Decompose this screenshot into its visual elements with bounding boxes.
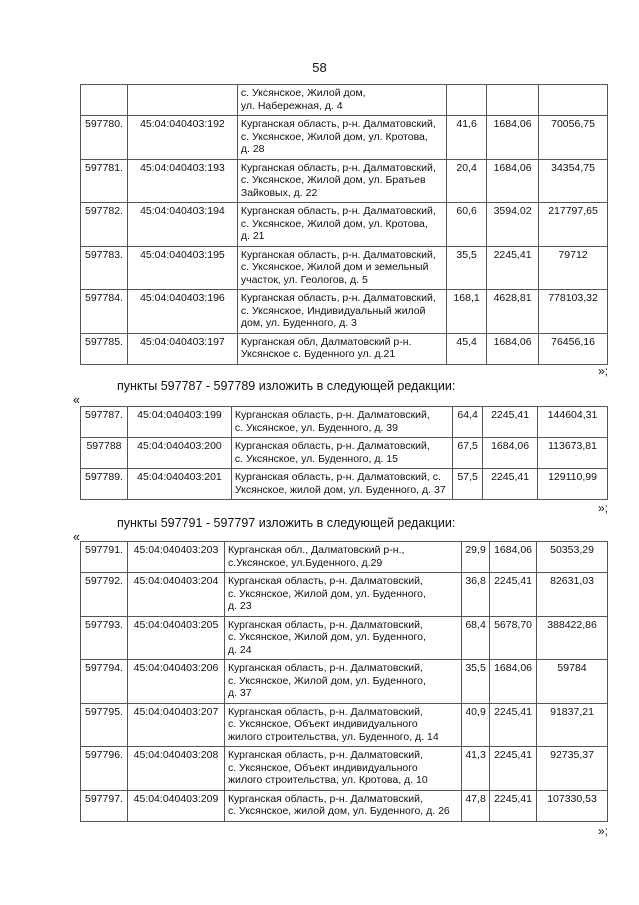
table-row — [81, 616, 608, 660]
table-row — [81, 542, 608, 573]
cadastral-number-cell: 45:04:040403:195 — [127, 246, 237, 290]
cadastral-number-cell: 45:04:040403:209 — [127, 790, 224, 821]
row-number-cell: 597794. — [81, 660, 128, 704]
address-cell: Курганская область, р-н. Далматовский, с. Уксянское, Жилой дом, ул. Братьев Зайковых, д. 22 — [237, 159, 446, 203]
unit-price-cell: 1684,06 — [487, 333, 539, 364]
cadastral-value-cell: 59784 — [537, 660, 608, 704]
cadastral-value-cell: 92735,37 — [537, 747, 608, 791]
unit-price-cell: 2245,41 — [483, 469, 538, 500]
cadastral-value-cell: 778103,32 — [539, 290, 608, 334]
address-cell: Курганская область, р-н. Далматовский, с. Уксянское, ул. Буденного, д. 39 — [231, 407, 452, 438]
row-number-cell — [81, 85, 128, 116]
unit-price-cell — [487, 85, 539, 116]
unit-price-cell: 4628,81 — [487, 290, 539, 334]
unit-price-cell: 1684,06 — [487, 159, 539, 203]
area-cell: 20,4 — [447, 159, 487, 203]
row-number-cell: 597788 — [81, 438, 128, 469]
cadastral-number-cell — [127, 85, 237, 116]
table-row — [81, 703, 608, 747]
cadastral-number-cell: 45:04:040403:204 — [127, 573, 224, 617]
row-number-cell: 597780. — [81, 116, 128, 160]
area-cell: 40,9 — [462, 703, 490, 747]
area-cell: 47,8 — [462, 790, 490, 821]
cadastral-number-cell: 45:04:040403:208 — [127, 747, 224, 791]
cadastral-number-cell: 45:04:040403:197 — [127, 333, 237, 364]
unit-price-cell: 2245,41 — [490, 573, 537, 617]
area-cell: 29,9 — [462, 542, 490, 573]
closing-quote-3: »; — [597, 824, 608, 838]
closing-quote-2: »; — [597, 501, 608, 515]
area-cell: 41,6 — [447, 116, 487, 160]
cadastral-number-cell: 45:04:040403:199 — [127, 407, 231, 438]
section-intro-597791: пункты 597791 - 597797 изложить в следующей редакции: — [117, 516, 456, 530]
area-cell: 35,5 — [462, 660, 490, 704]
unit-price-cell: 1684,06 — [490, 542, 537, 573]
table-row — [81, 660, 608, 704]
unit-price-cell: 1684,06 — [487, 116, 539, 160]
cadastral-value-cell — [539, 85, 608, 116]
cadastral-number-cell: 45:04:040403:196 — [127, 290, 237, 334]
cadastral-value-cell: 70056,75 — [539, 116, 608, 160]
table-row — [81, 159, 608, 203]
address-cell: Курганская область, р-н. Далматовский, с. Уксянское, ул. Буденного, д. 15 — [231, 438, 452, 469]
cadastral-value-cell: 34354,75 — [539, 159, 608, 203]
page-number: 58 — [312, 60, 327, 75]
table-row — [81, 790, 608, 821]
cadastral-value-cell: 79712 — [539, 246, 608, 290]
cadastral-number-cell: 45:04:040403:205 — [127, 616, 224, 660]
row-number-cell: 597783. — [81, 246, 128, 290]
row-number-cell: 597784. — [81, 290, 128, 334]
table-row — [81, 246, 608, 290]
unit-price-cell: 2245,41 — [490, 703, 537, 747]
cadastral-value-cell: 217797,65 — [539, 203, 608, 247]
table-row — [81, 407, 608, 438]
table-row — [81, 747, 608, 791]
section-intro-597787: пункты 597787 - 597789 изложить в следующей редакции: — [117, 379, 456, 393]
table-row — [81, 85, 608, 116]
table-row — [81, 438, 608, 469]
unit-price-cell: 3594,02 — [487, 203, 539, 247]
unit-price-cell: 2245,41 — [483, 407, 538, 438]
address-cell: Курганская область, р-н. Далматовский, с. Уксянское, Жилой дом, ул. Буденного, д. 24 — [224, 616, 461, 660]
cadastral-value-cell: 50353,29 — [537, 542, 608, 573]
area-cell: 60,6 — [447, 203, 487, 247]
table-row — [81, 469, 608, 500]
address-cell: Курганская область, р-н. Далматовский, с. Уксянское, Жилой дом, ул. Буденного, д. 23 — [224, 573, 461, 617]
property-table-1 — [80, 84, 608, 365]
closing-quote-1: »; — [597, 364, 608, 378]
cadastral-number-cell: 45:04:040403:192 — [127, 116, 237, 160]
cadastral-number-cell: 45:04:040403:193 — [127, 159, 237, 203]
table-row — [81, 290, 608, 334]
unit-price-cell: 1684,06 — [483, 438, 538, 469]
cadastral-value-cell: 129110,99 — [538, 469, 608, 500]
area-cell: 168,1 — [447, 290, 487, 334]
unit-price-cell: 2245,41 — [487, 246, 539, 290]
address-cell: с. Уксянское, Жилой дом, ул. Набережная, д. 4 — [237, 85, 446, 116]
area-cell: 67,5 — [453, 438, 483, 469]
address-cell: Курганская область, р-н. Далматовский, с. Уксянское, Жилой дом, ул. Буденного, д. 37 — [224, 660, 461, 704]
cadastral-value-cell: 144604,31 — [538, 407, 608, 438]
row-number-cell: 597787. — [81, 407, 128, 438]
address-cell: Курганская область, р-н. Далматовский, с. Уксянское, жилой дом, ул. Буденного, д. 26 — [224, 790, 461, 821]
row-number-cell: 597785. — [81, 333, 128, 364]
cadastral-number-cell: 45:04:040403:201 — [127, 469, 231, 500]
row-number-cell: 597791. — [81, 542, 128, 573]
cadastral-value-cell: 76456,16 — [539, 333, 608, 364]
row-number-cell: 597789. — [81, 469, 128, 500]
area-cell: 57,5 — [453, 469, 483, 500]
cadastral-value-cell: 91837,21 — [537, 703, 608, 747]
cadastral-number-cell: 45:04:040403:203 — [127, 542, 224, 573]
cadastral-number-cell: 45:04:040403:194 — [127, 203, 237, 247]
table-row — [81, 203, 608, 247]
opening-quote-3: « — [73, 530, 80, 544]
area-cell: 68,4 — [462, 616, 490, 660]
property-table-3 — [80, 541, 608, 822]
cadastral-value-cell: 82631,03 — [537, 573, 608, 617]
cadastral-number-cell: 45:04:040403:200 — [127, 438, 231, 469]
cadastral-value-cell: 107330,53 — [537, 790, 608, 821]
cadastral-number-cell: 45:04:040403:207 — [127, 703, 224, 747]
property-table-2 — [80, 406, 608, 500]
address-cell: Курганская обл., Далматовский р-н., с.Уксянское, ул.Буденного, д.29 — [224, 542, 461, 573]
area-cell: 41,3 — [462, 747, 490, 791]
area-cell — [447, 85, 487, 116]
unit-price-cell: 1684,06 — [490, 660, 537, 704]
address-cell: Курганская область, р-н. Далматовский, с. Уксянское, Жилой дом, ул. Кротова, д. 21 — [237, 203, 446, 247]
unit-price-cell: 2245,41 — [490, 790, 537, 821]
address-cell: Курганская область, р-н. Далматовский, с. Уксянское, Объект индивидуального жилого строительства, ул. Кротова, д. 10 — [224, 747, 461, 791]
table-row — [81, 333, 608, 364]
opening-quote-2: « — [73, 393, 80, 407]
row-number-cell: 597782. — [81, 203, 128, 247]
row-number-cell: 597795. — [81, 703, 128, 747]
address-cell: Курганская область, р-н. Далматовский, с. Уксянское, Жилой дом, ул. Кротова, д. 28 — [237, 116, 446, 160]
area-cell: 64,4 — [453, 407, 483, 438]
area-cell: 36,8 — [462, 573, 490, 617]
row-number-cell: 597797. — [81, 790, 128, 821]
unit-price-cell: 2245,41 — [490, 747, 537, 791]
table-row — [81, 573, 608, 617]
address-cell: Курганская область, р-н. Далматовский, с. Уксянское, жилой дом, ул. Буденного, д. 37 — [231, 469, 452, 500]
cadastral-number-cell: 45:04:040403:206 — [127, 660, 224, 704]
row-number-cell: 597792. — [81, 573, 128, 617]
address-cell: Курганская область, р-н. Далматовский, с. Уксянское, Индивидуальный жилой дом, ул. Буденного, д. 3 — [237, 290, 446, 334]
row-number-cell: 597796. — [81, 747, 128, 791]
row-number-cell: 597781. — [81, 159, 128, 203]
row-number-cell: 597793. — [81, 616, 128, 660]
area-cell: 35,5 — [447, 246, 487, 290]
cadastral-value-cell: 388422,86 — [537, 616, 608, 660]
unit-price-cell: 5678,70 — [490, 616, 537, 660]
address-cell: Курганская обл, Далматовский р-н. Уксянское с. Буденного ул. д.21 — [237, 333, 446, 364]
address-cell: Курганская область, р-н. Далматовский, с. Уксянское, Жилой дом и земельный участок, ул. Геологов, д. 5 — [237, 246, 446, 290]
table-row — [81, 116, 608, 160]
area-cell: 45,4 — [447, 333, 487, 364]
cadastral-value-cell: 113673,81 — [538, 438, 608, 469]
address-cell: Курганская область, р-н. Далматовский, с. Уксянское, Объект индивидуального жилого строительства, ул. Буденного, д. 14 — [224, 703, 461, 747]
